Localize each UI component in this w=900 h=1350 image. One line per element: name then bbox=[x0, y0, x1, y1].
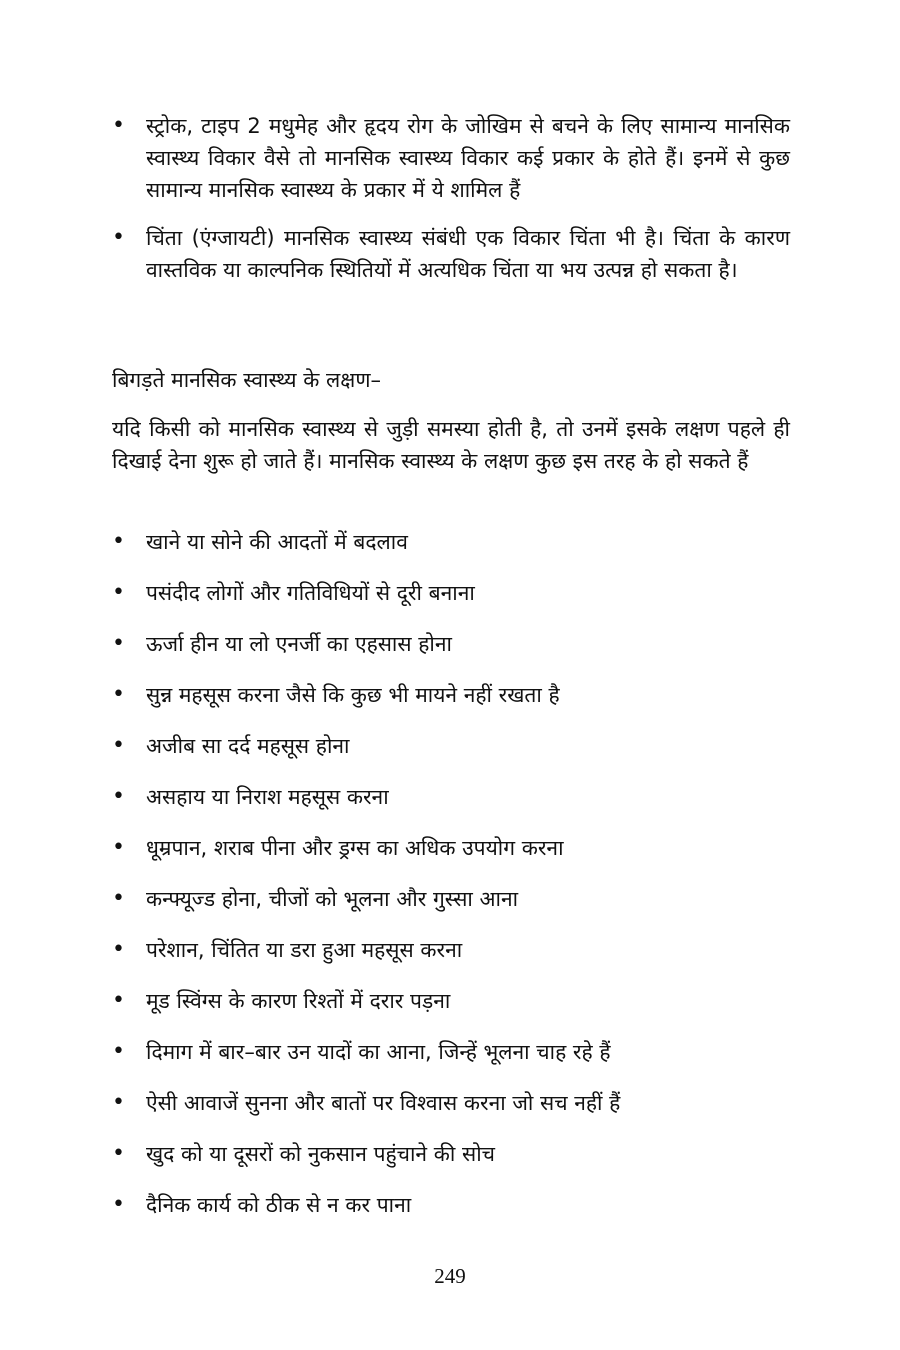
bullet-marker: • bbox=[112, 784, 125, 809]
list-item-text: स्ट्रोक, टाइप 2 मधुमेह और हृदय रोग के जोखिम से बचने के लिए सामान्य मानसिक स्वास्थ्य विकार वैसे तो मानसिक स्वास्थ्य विकार कई प्रकार के होते हैं। इनमें से कुछ सामान्य मानसिक स्वास्थ्य के प्रकार में ये शामिल हैं bbox=[146, 114, 790, 202]
list-item bbox=[112, 985, 790, 1036]
list-item-text: सुन्न महसूस करना जैसे कि कुछ भी मायने नहीं रखता है bbox=[146, 683, 560, 707]
list-item bbox=[112, 781, 790, 832]
list-item bbox=[112, 577, 790, 628]
page-number: 249 bbox=[434, 1264, 466, 1288]
list-item bbox=[112, 110, 790, 206]
bullet-marker: • bbox=[112, 937, 125, 962]
bullet-marker: • bbox=[112, 886, 125, 911]
bullet-marker: • bbox=[112, 631, 125, 656]
bullet-marker: • bbox=[112, 988, 125, 1013]
list-item-text: परेशान, चिंतित या डरा हुआ महसूस करना bbox=[146, 938, 463, 962]
bullet-marker: • bbox=[112, 1090, 125, 1115]
list-item-text: खुद को या दूसरों को नुकसान पहुंचाने की सोच bbox=[146, 1142, 495, 1166]
list-item-text: मूड स्विंग्स के कारण रिश्तों में दरार पड़ना bbox=[146, 989, 451, 1013]
list-item-text: धूम्रपान, शराब पीना और ड्रग्स का अधिक उपयोग करना bbox=[146, 836, 564, 860]
list-item bbox=[112, 1138, 790, 1189]
list-item-text: खाने या सोने की आदतों में बदलाव bbox=[146, 530, 408, 554]
section-heading: बिगड़ते मानसिक स्वास्थ्य के लक्षण– bbox=[112, 368, 381, 392]
list-item bbox=[112, 222, 790, 286]
list-item-text: दैनिक कार्य को ठीक से न कर पाना bbox=[146, 1193, 412, 1217]
list-item bbox=[112, 526, 790, 577]
list-item bbox=[112, 832, 790, 883]
bullet-marker: • bbox=[112, 835, 125, 860]
list-item-text: असहाय या निराश महसूस करना bbox=[146, 785, 389, 809]
bullet-marker: • bbox=[112, 1039, 125, 1064]
list-item-text: दिमाग में बार–बार उन यादों का आना, जिन्हें भूलना चाह रहे हैं bbox=[146, 1040, 611, 1064]
bullet-marker: • bbox=[112, 733, 125, 758]
list-item-text: पसंदीद लोगों और गतिविधियों से दूरी बनाना bbox=[146, 581, 475, 605]
list-item bbox=[112, 679, 790, 730]
disorder-list bbox=[112, 110, 790, 302]
bullet-marker: • bbox=[112, 1141, 125, 1166]
list-item-text: अजीब सा दर्द महसूस होना bbox=[146, 734, 350, 758]
list-item bbox=[112, 1036, 790, 1087]
bullet-marker: • bbox=[112, 580, 125, 605]
list-item bbox=[112, 934, 790, 985]
bullet-marker: • bbox=[112, 529, 125, 554]
bullet-marker: • bbox=[112, 1192, 125, 1217]
list-item bbox=[112, 628, 790, 679]
symptom-list bbox=[112, 526, 790, 1240]
list-item-text: ऐसी आवाजें सुनना और बातों पर विश्वास करना जो सच नहीं हैं bbox=[146, 1091, 621, 1115]
list-item bbox=[112, 883, 790, 934]
intro-paragraph: यदि किसी को मानसिक स्वास्थ्य से जुड़ी समस्या होती है, तो उनमें इसके लक्षण पहले ही दिखाई देना शुरू हो जाते हैं। मानसिक स्वास्थ्य के लक्षण कुछ इस तरह के हो सकते हैं bbox=[112, 417, 790, 473]
list-item-text: चिंता (एंग्जायटी) मानसिक स्वास्थ्य संबंधी एक विकार चिंता भी है। चिंता के कारण वास्तविक या काल्पनिक स्थितियों में अत्यधिक चिंता या भय उत्पन्न हो सकता है। bbox=[146, 226, 790, 282]
bullet-marker: • bbox=[112, 682, 125, 707]
list-item-text: ऊर्जा हीन या लो एनर्जी का एहसास होना bbox=[146, 632, 452, 656]
list-item bbox=[112, 730, 790, 781]
bullet-marker: • bbox=[112, 113, 125, 138]
bullet-marker: • bbox=[112, 225, 125, 250]
list-item bbox=[112, 1087, 790, 1138]
list-item-text: कन्फ्यूज्ड होना, चीजों को भूलना और गुस्सा आना bbox=[146, 887, 519, 911]
list-item bbox=[112, 1189, 790, 1240]
